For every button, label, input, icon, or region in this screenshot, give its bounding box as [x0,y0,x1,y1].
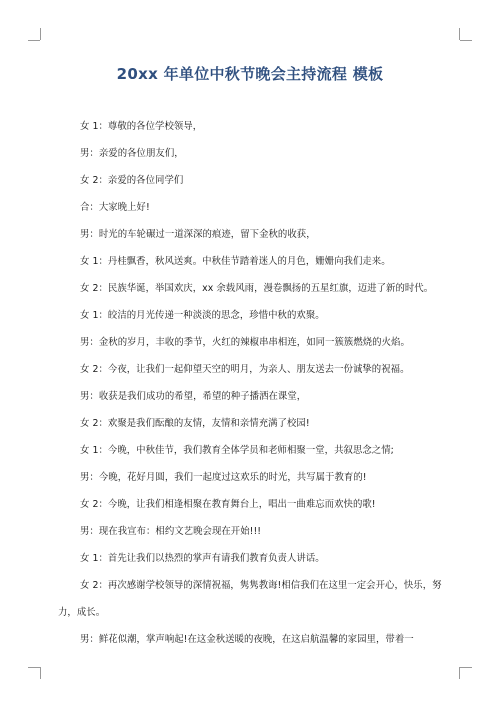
crop-mark-top-left-h [28,40,40,41]
paragraph: 女 1：今晚，中秋佳节，我们教育全体学员和老师相聚一堂，共叙思念之情; [80,445,394,456]
paragraph: 女 2：今夜，让我们一起仰望天空的明月，为亲人、朋友送去一份诚挚的祝福。 [80,364,410,375]
paragraph: 女 2：亲爱的各位同学们 [80,175,184,186]
paragraph: 女 1：丹桂飘香，秋风送爽。中秋佳节踏着迷人的月色，姗姗向我们走来。 [80,256,391,267]
crop-mark-bottom-right-v [459,667,460,679]
paragraph: 男：时光的车轮碾过一道深深的痕迹，留下金秋的收获， [80,229,316,240]
paragraph: 女 2：再次感谢学校领导的深情祝福，隽隽教诲!相信我们在这里一定会开心，快乐，努力，成长。 [58,580,442,618]
paragraph: 女 1：尊敬的各位学校领导， [80,121,203,132]
paragraph: 男：金秋的岁月，丰收的季节，火红的辣椒串串相连，如同一簇簇燃烧的火焰。 [80,337,410,348]
document-title: 20xx 年单位中秋节晚会主持流程 模板 [116,65,384,83]
crop-mark-bottom-right-h [460,667,472,668]
paragraph: 男：鲜花似潮，掌声响起!在这金秋送暖的夜晚，在这启航温馨的家园里，带着一 [80,634,414,645]
paragraph: 男：现在我宣布：相约文艺晚会现在开始!!! [80,526,262,537]
document-body [58,113,445,653]
paragraph: 合：大家晚上好! [80,202,150,213]
paragraph: 女 2：民族华诞，举国欢庆，xx 余载风雨，漫卷飘扬的五星红旗，迈进了新的时代。 [80,283,434,294]
crop-mark-bottom-left-v [40,667,41,679]
paragraph: 男：亲爱的各位朋友们， [80,148,184,159]
paragraph: 女 1：皎洁的月光传递一种淡淡的思念，珍惜中秋的欢聚。 [80,310,325,321]
crop-mark-top-right-h [460,40,472,41]
paragraph: 男：收获是我们成功的希望，希望的种子播洒在课堂， [80,391,307,402]
paragraph: 女 1：首先让我们以热烈的掌声有请我们教育负责人讲话。 [80,553,325,564]
paragraph: 女 2：欢聚是我们酝酿的友情，友情和亲情充满了校园! [80,418,310,429]
crop-mark-top-right-v [459,28,460,40]
paragraph: 女 2：今晚，让我们相逢相聚在教育舞台上，唱出一曲难忘而欢快的歌! [80,499,376,510]
crop-mark-bottom-left-h [28,667,40,668]
crop-mark-top-left-v [40,28,41,40]
paragraph: 男：今晚，花好月圆，我们一起度过这欢乐的时光，共写属于教育的! [80,472,367,483]
